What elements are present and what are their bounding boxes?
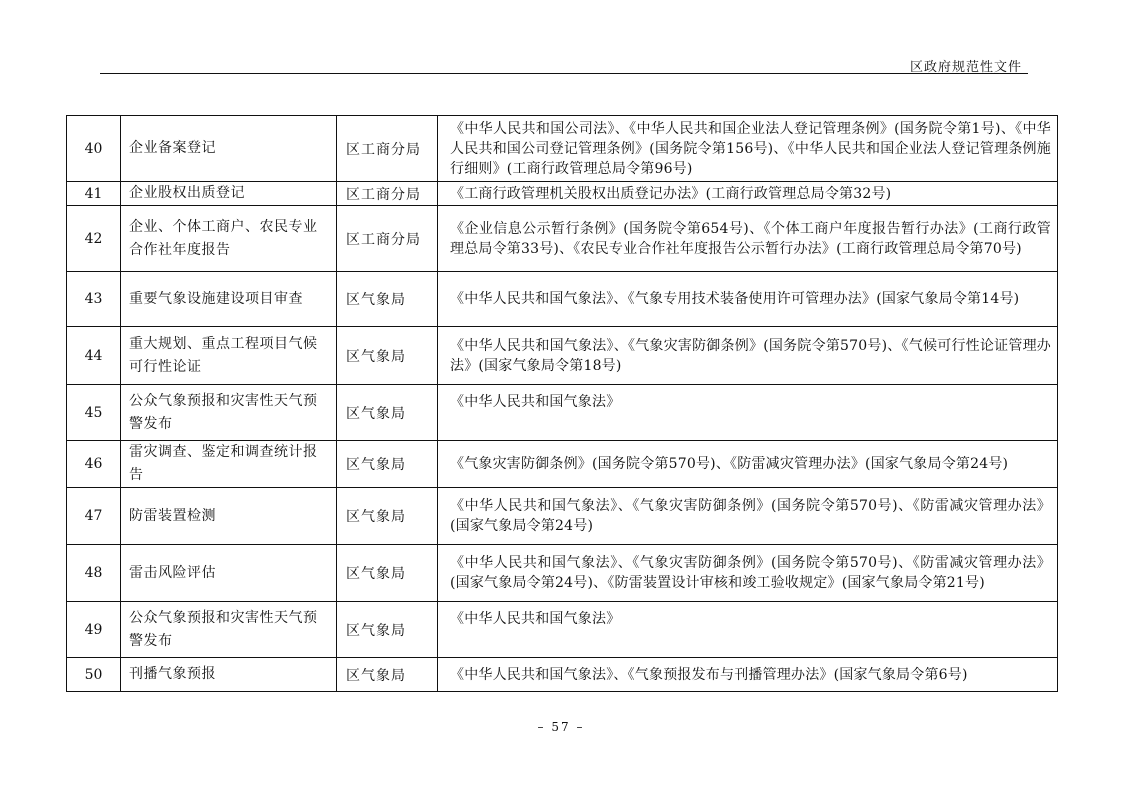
regulation-table: [66, 115, 1058, 692]
legal-basis: 《中华人民共和国气象法》: [438, 602, 1058, 658]
item-name: 企业备案登记: [121, 116, 337, 182]
legal-basis: 《气象灾害防御条例》(国务院令第570号)、《防雷减灾管理办法》(国家气象局令第24号): [438, 441, 1058, 488]
row-number: 41: [67, 182, 121, 206]
table-row: [67, 658, 1058, 692]
row-number: 48: [67, 545, 121, 602]
row-number: 49: [67, 602, 121, 658]
item-name: 防雷装置检测: [121, 488, 337, 545]
item-name: 雷击风险评估: [121, 545, 337, 602]
header-divider: [100, 73, 1028, 74]
row-number: 50: [67, 658, 121, 692]
legal-basis: 《中华人民共和国气象法》、《气象灾害防御条例》(国务院令第570号)、《防雷减灾管理办法》(国家气象局令第24号): [438, 488, 1058, 545]
legal-basis: 《中华人民共和国气象法》、《气象专用技术装备使用许可管理办法》(国家气象局令第14号): [438, 272, 1058, 327]
table-row: [67, 182, 1058, 206]
department: 区气象局: [337, 545, 438, 602]
table-row: [67, 385, 1058, 441]
legal-basis: 《中华人民共和国公司法》、《中华人民共和国企业法人登记管理条例》(国务院令第1号)、《中华人民共和国公司登记管理条例》(国务院令第156号)、《中华人民共和国企业法人登记管理条例施行细则》(工商行政管理总局令第96号): [438, 116, 1058, 182]
legal-basis: 《企业信息公示暂行条例》(国务院令第654号)、《个体工商户年度报告暂行办法》(工商行政管理总局令第33号)、《农民专业合作社年度报告公示暂行办法》(工商行政管理总局令第70号): [438, 206, 1058, 272]
department: 区工商分局: [337, 206, 438, 272]
department: 区气象局: [337, 658, 438, 692]
row-number: 47: [67, 488, 121, 545]
department: 区气象局: [337, 441, 438, 488]
table-row: [67, 116, 1058, 182]
table-row: [67, 327, 1058, 385]
legal-basis: 《工商行政管理机关股权出质登记办法》(工商行政管理总局令第32号): [438, 182, 1058, 206]
item-name: 刊播气象预报: [121, 658, 337, 692]
document-header-title: 区政府规范性文件: [909, 60, 1022, 75]
table-row: [67, 206, 1058, 272]
table-row: [67, 602, 1058, 658]
table-row: [67, 545, 1058, 602]
legal-basis: 《中华人民共和国气象法》: [438, 385, 1058, 441]
department: 区气象局: [337, 272, 438, 327]
row-number: 46: [67, 441, 121, 488]
department: 区气象局: [337, 602, 438, 658]
item-name: 公众气象预报和灾害性天气预警发布: [121, 602, 337, 658]
department: 区气象局: [337, 327, 438, 385]
department: 区工商分局: [337, 182, 438, 206]
legal-basis: 《中华人民共和国气象法》、《气象灾害防御条例》(国务院令第570号)、《防雷减灾管理办法》(国家气象局令第24号)、《防雷装置设计审核和竣工验收规定》(国家气象局令第21号): [438, 545, 1058, 602]
item-name: 重大规划、重点工程项目气候可行性论证: [121, 327, 337, 385]
item-name: 企业、个体工商户、农民专业合作社年度报告: [121, 206, 337, 272]
row-number: 45: [67, 385, 121, 441]
row-number: 42: [67, 206, 121, 272]
department: 区气象局: [337, 385, 438, 441]
item-name: 企业股权出质登记: [121, 182, 337, 206]
department: 区气象局: [337, 488, 438, 545]
legal-basis: 《中华人民共和国气象法》、《气象灾害防御条例》(国务院令第570号)、《气候可行性论证管理办法》(国家气象局令第18号): [438, 327, 1058, 385]
row-number: 44: [67, 327, 121, 385]
table-row: [67, 488, 1058, 545]
legal-basis: 《中华人民共和国气象法》、《气象预报发布与刊播管理办法》(国家气象局令第6号): [438, 658, 1058, 692]
item-name: 雷灾调查、鉴定和调查统计报告: [121, 441, 337, 488]
table-row: [67, 272, 1058, 327]
row-number: 40: [67, 116, 121, 182]
page-number: – 57 –: [537, 720, 585, 734]
item-name: 重要气象设施建设项目审查: [121, 272, 337, 327]
department: 区工商分局: [337, 116, 438, 182]
table-row: [67, 441, 1058, 488]
row-number: 43: [67, 272, 121, 327]
item-name: 公众气象预报和灾害性天气预警发布: [121, 385, 337, 441]
